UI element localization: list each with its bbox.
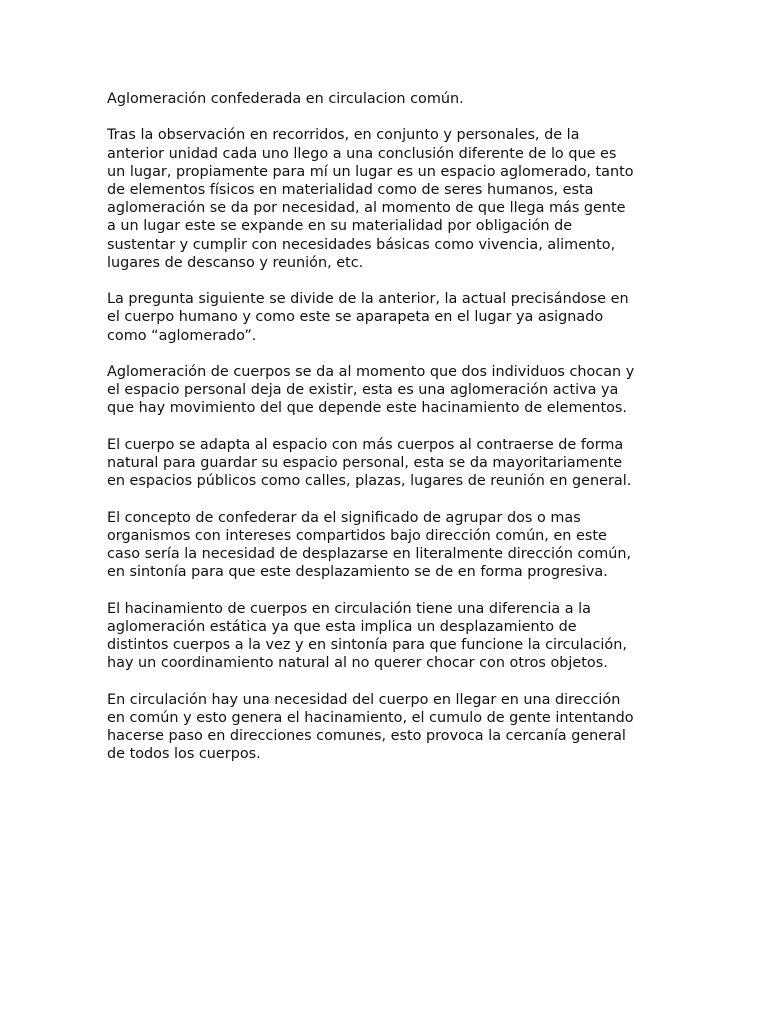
paragraph-6 (107, 600, 667, 673)
text-line: el espacio personal deja de existir, esta es una aglomeración activa ya (107, 382, 619, 399)
text-line: En circulación hay una necesidad del cuerpo en llegar en una dirección (107, 691, 621, 708)
text-line: El hacinamiento de cuerpos en circulación tiene una diferencia a la (107, 600, 591, 617)
text-line: La pregunta siguiente se divide de la anterior, la actual precisándose en (107, 291, 629, 308)
text-line: en común y esto genera el hacinamiento, el cumulo de gente intentando (107, 709, 634, 726)
text-line: de elementos físicos en materialidad como de seres humanos, esta (107, 182, 594, 198)
text-line: aglomeración se da por necesidad, al momento de que llega más gente (107, 200, 626, 217)
document-title (107, 90, 667, 108)
paragraph-5 (107, 509, 667, 582)
text-line: distintos cuerpos a la vez y en sintonía para que funcione la circulación, (107, 637, 627, 653)
document-body (107, 90, 667, 782)
text-line: caso sería la necesidad de desplazarse en literalmente dirección común, (107, 546, 632, 562)
paragraph-2 (107, 290, 667, 345)
text-line: a un lugar este se expande en su materialidad por obligación de (107, 218, 573, 235)
text-line: Tras la observación en recorridos, en conjunto y personales, de la (107, 127, 580, 144)
text-line: un lugar, propiamente para mí un lugar es un espacio aglomerado, tanto (107, 163, 634, 180)
text-line: como “aglomerado”. (107, 327, 257, 344)
text-line: organismos con intereses compartidos bajo dirección común, en este (107, 527, 607, 544)
text-line: El concepto de confederar da el significado de agrupar dos o mas (107, 509, 581, 526)
text-line: anterior unidad cada uno llego a una conclusión diferente de lo que es (107, 145, 617, 162)
paragraph-3 (107, 363, 667, 418)
text-line: el cuerpo humano y como este se aparapeta en el lugar ya asignado (107, 309, 604, 326)
text-line: hacerse paso en direcciones comunes, esto provoca la cercanía general (107, 728, 626, 744)
text-line: en espacios públicos como calles, plazas, lugares de reunión en general. (107, 473, 632, 490)
text-line: El cuerpo se adapta al espacio con más cuerpos al contraerse de forma (107, 436, 624, 453)
text-line: sustentar y cumplir con necesidades básicas como vivencia, alimento, (107, 236, 616, 253)
text-line: Aglomeración de cuerpos se da al momento que dos individuos chocan y (107, 364, 635, 380)
paragraph-1 (107, 126, 667, 272)
text-line: de todos los cuerpos. (107, 746, 261, 763)
text-line: aglomeración estática ya que esta implica un desplazamiento de (107, 618, 577, 635)
text-line: que hay movimiento del que depende este hacinamiento de elementos. (107, 400, 627, 417)
text-line: hay un coordinamiento natural al no querer chocar con otros objetos. (107, 655, 608, 672)
title-line: Aglomeración confederada en circulacion común. (107, 91, 464, 107)
paragraph-7 (107, 691, 667, 764)
paragraph-4 (107, 436, 667, 491)
text-line: en sintonía para que este desplazamiento se de en forma progresiva. (107, 564, 608, 581)
text-line: natural para guardar su espacio personal, esta se da mayoritariamente (107, 455, 623, 471)
text-line: lugares de descanso y reunión, etc. (107, 254, 364, 271)
